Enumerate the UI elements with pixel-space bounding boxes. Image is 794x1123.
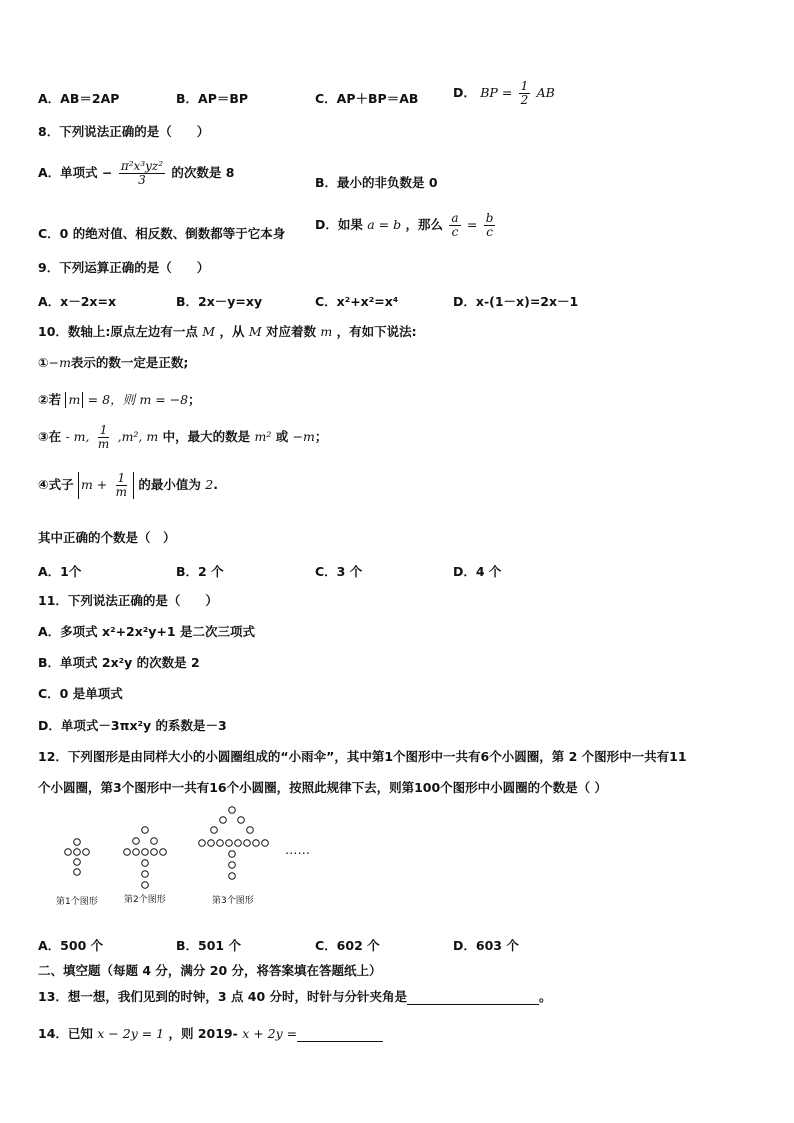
q10-statement-1 bbox=[38, 355, 188, 371]
s1-text: 表示的数一定是正数; bbox=[70, 355, 189, 370]
circle bbox=[244, 840, 251, 847]
circle bbox=[65, 849, 72, 856]
q14-mid: ，则 2019- bbox=[168, 1026, 238, 1041]
s2-end: ； bbox=[188, 392, 201, 407]
circle bbox=[211, 827, 218, 834]
section-2-heading: 二、填空题（每题 4 分，满分 20 分，将答案填在答题纸上） bbox=[38, 963, 382, 978]
circle bbox=[142, 849, 149, 856]
q13-text: 13．想一想，我们见到的时钟，3 点 40 分时，时针与分针夹角是 bbox=[38, 989, 408, 1004]
s4-text: 的最小值为 bbox=[138, 477, 201, 492]
circle bbox=[83, 849, 90, 856]
q10-statement-3 bbox=[38, 424, 327, 451]
s4-fraction bbox=[114, 472, 129, 499]
s2-eq: = 8，则 bbox=[87, 392, 136, 407]
q10-stem-b: ，从 bbox=[219, 324, 245, 339]
q10-stem-a: 10．数轴上:原点左边有一点 bbox=[38, 324, 198, 339]
q14-condition: x − 2y = 1 bbox=[97, 1026, 165, 1041]
q11-option-b: B．单项式 2x²y 的次数是 2 bbox=[38, 655, 200, 670]
q10-point-m: M bbox=[202, 324, 216, 339]
q10-statement-2 bbox=[38, 392, 201, 408]
s2-result: m = −8 bbox=[139, 392, 189, 407]
circle bbox=[217, 840, 224, 847]
q11-option-d: D．单项式－3πx²y 的系数是－3 bbox=[38, 718, 227, 733]
q12-stem-line-2: 个小圆圈，第3个图形中一共有16个小圆圈，按照此规律下去，则第100个图形中小圆圈的个数是（ ） bbox=[38, 780, 608, 795]
circle bbox=[74, 869, 81, 876]
s3-terms: ,m², m bbox=[117, 429, 159, 444]
q8-d-fraction-2 bbox=[484, 212, 496, 239]
q12-option-c: C．602 个 bbox=[315, 938, 380, 953]
circle bbox=[229, 873, 236, 880]
umbrella-figure-1 bbox=[65, 839, 90, 876]
q8-d-fraction-1 bbox=[449, 212, 460, 239]
circle bbox=[199, 840, 206, 847]
q10-stem-c: 对应着数 bbox=[265, 324, 316, 339]
q10-option-b: B．2 个 bbox=[176, 564, 224, 579]
q11-option-c: C．0 是单项式 bbox=[38, 686, 123, 701]
q14-answer-blank[interactable] bbox=[297, 1041, 383, 1042]
q14-prefix: 14．已知 bbox=[38, 1026, 93, 1041]
s3-num: 1 bbox=[99, 423, 108, 437]
s3-or: 或 bbox=[275, 429, 289, 444]
umbrella-figure-2 bbox=[124, 827, 167, 889]
circle bbox=[235, 840, 242, 847]
q7-option-b: B．AP＝BP bbox=[176, 91, 249, 106]
q8-d-eq: = bbox=[466, 217, 478, 232]
q8-d-prefix: D．如果 bbox=[315, 217, 363, 232]
circle bbox=[133, 838, 140, 845]
circle bbox=[151, 838, 158, 845]
q8-option-d bbox=[315, 212, 497, 239]
q8-option-a bbox=[38, 160, 234, 187]
q10-stem-d: ，有如下说法: bbox=[336, 324, 417, 339]
q7-d-den: 2 bbox=[520, 93, 529, 107]
q8-d-num2: b bbox=[485, 211, 494, 225]
q12-option-b: B．501 个 bbox=[176, 938, 241, 953]
q8-a-num: π²x³yz² bbox=[120, 159, 164, 173]
s4-value: 2 bbox=[205, 477, 214, 492]
q10-number-m: m bbox=[320, 324, 333, 339]
circle bbox=[262, 840, 269, 847]
q8-a-suffix: 的次数是 8 bbox=[171, 165, 235, 180]
q12-option-d: D．603 个 bbox=[453, 938, 519, 953]
s1-expr: −m bbox=[48, 355, 71, 370]
circle bbox=[142, 827, 149, 834]
q7-d-lhs: BP = bbox=[480, 85, 513, 100]
circle bbox=[226, 840, 233, 847]
q13-answer-blank[interactable] bbox=[407, 1004, 539, 1005]
q8-d-num1: a bbox=[451, 211, 459, 225]
s3-marker: ③在 bbox=[38, 429, 62, 444]
q7-d-fraction bbox=[519, 80, 531, 107]
q14 bbox=[38, 1026, 383, 1042]
circle bbox=[74, 859, 81, 866]
caption-figure-2: 第2个图形 bbox=[124, 895, 166, 905]
figure-ellipsis: …… bbox=[285, 842, 310, 857]
q11-stem: 11．下列说法正确的是（ ） bbox=[38, 593, 218, 608]
s4-m: m + bbox=[80, 477, 108, 492]
q8-a-prefix: A．单项式 − bbox=[38, 165, 113, 180]
q9-stem: 9．下列运算正确的是（ ） bbox=[38, 260, 210, 275]
q8-d-den2: c bbox=[486, 225, 493, 239]
s2-abs: m bbox=[65, 392, 83, 408]
circle bbox=[220, 817, 227, 824]
circle bbox=[238, 817, 245, 824]
q10-option-a: A．1个 bbox=[38, 564, 82, 579]
circle bbox=[74, 839, 81, 846]
s2-marker: ②若 bbox=[38, 392, 62, 407]
q10-stem bbox=[38, 324, 417, 340]
circle bbox=[160, 849, 167, 856]
q10-count-stem: 其中正确的个数是（ ） bbox=[38, 530, 176, 545]
circle bbox=[124, 849, 131, 856]
q12-stem-line-1: 12．下列图形是由同样大小的小圆圈组成的“小雨伞”，其中第1个图形中一共有6个小圆圈，第 2 个图形中一共有11 bbox=[38, 749, 687, 764]
q10-statement-4 bbox=[38, 472, 218, 499]
q8-stem: 8．下列说法正确的是（ ） bbox=[38, 124, 210, 139]
q13-tail: 。 bbox=[539, 989, 552, 1004]
q8-d-cond: a = b bbox=[367, 217, 402, 232]
q10-point-m-2: M bbox=[248, 324, 262, 339]
s3-text: 中，最大的数是 bbox=[162, 429, 251, 444]
circle bbox=[133, 849, 140, 856]
s3-end: ； bbox=[314, 429, 328, 444]
circle bbox=[229, 851, 236, 858]
q10-option-c: C．3 个 bbox=[315, 564, 363, 579]
q7-d-num: 1 bbox=[520, 79, 529, 93]
umbrella-figure-3 bbox=[199, 807, 269, 880]
circle bbox=[229, 807, 236, 814]
q7-d-rhs: AB bbox=[536, 85, 555, 100]
s4-num: 1 bbox=[117, 471, 126, 485]
circle bbox=[208, 840, 215, 847]
q7-d-prefix: D． bbox=[453, 85, 476, 100]
q7-option-c: C．AP＋BP＝AB bbox=[315, 91, 419, 106]
s3-m-squared: m² bbox=[254, 429, 272, 444]
circle bbox=[142, 882, 149, 889]
q13 bbox=[38, 989, 552, 1005]
s3-neg-m: −m bbox=[292, 429, 315, 444]
q14-expression: x + 2y = bbox=[242, 1026, 298, 1041]
circle bbox=[142, 871, 149, 878]
caption-figure-3: 第3个图形 bbox=[212, 896, 254, 906]
circle bbox=[253, 840, 260, 847]
circle bbox=[74, 849, 81, 856]
q12-option-a: A．500 个 bbox=[38, 938, 104, 953]
s1-marker: ① bbox=[38, 355, 49, 370]
q7-option-a: A．AB＝2AP bbox=[38, 91, 120, 106]
q10-option-d: D．4 个 bbox=[453, 564, 502, 579]
q8-d-den1: c bbox=[451, 225, 459, 239]
s4-end: . bbox=[213, 477, 218, 492]
q9-option-a: A．x－2x=x bbox=[38, 294, 117, 309]
circle bbox=[142, 860, 149, 867]
q8-a-fraction bbox=[119, 160, 165, 187]
q9-option-c: C．x²+x²=x⁴ bbox=[315, 294, 399, 309]
circle bbox=[247, 827, 254, 834]
q8-a-den: 3 bbox=[138, 173, 146, 187]
q7-option-d bbox=[453, 80, 555, 107]
s4-marker: ④式子 bbox=[38, 477, 74, 492]
caption-figure-1: 第1个图形 bbox=[56, 897, 98, 907]
q8-d-mid: ，那么 bbox=[405, 217, 443, 232]
s3-den: m bbox=[97, 437, 110, 451]
circle bbox=[229, 862, 236, 869]
q8-option-c: C．0 的绝对值、相反数、倒数都等于它本身 bbox=[38, 226, 286, 241]
s4-den: m bbox=[115, 485, 128, 499]
q9-option-d: D．x-(1－x)=2x－1 bbox=[453, 294, 579, 309]
s3-fraction bbox=[96, 424, 111, 451]
s4-abs bbox=[78, 472, 134, 499]
q11-option-a: A．多项式 x²+2x²y+1 是二次三项式 bbox=[38, 624, 255, 639]
q8-option-b: B．最小的非负数是 0 bbox=[315, 175, 438, 190]
s3-term-1: - m, bbox=[65, 429, 90, 444]
q9-option-b: B．2x－y=xy bbox=[176, 294, 263, 309]
circle bbox=[151, 849, 158, 856]
